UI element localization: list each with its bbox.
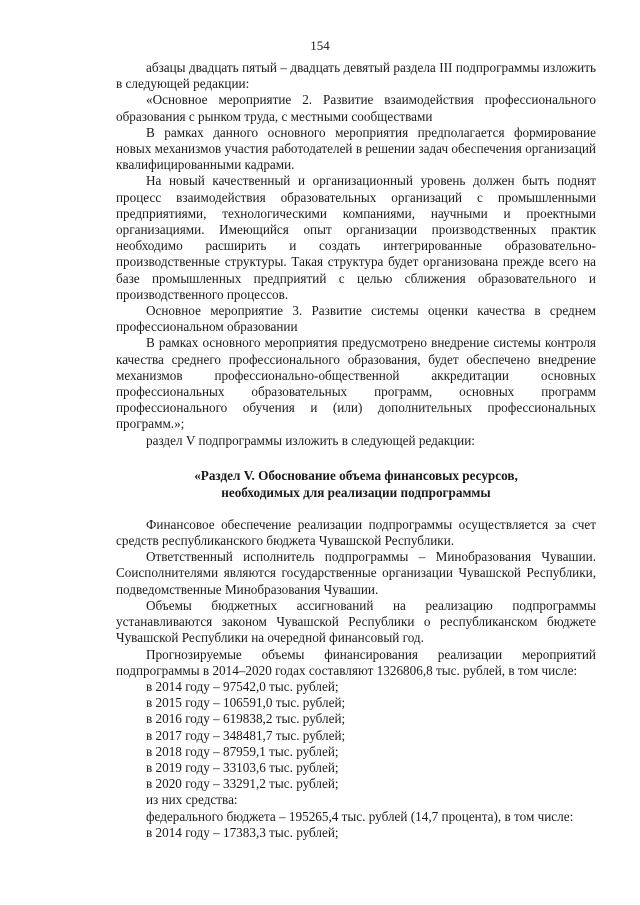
paragraph: В рамках основного мероприятия предусмотрено внедрение системы контроля качества среднего профессионального образования, будет обеспечено внедрение механизмов профессионально-общественной аккредитации основных профессиональных образовательных программ, основных программ профессионального обучения и (или) дополнительных профессиональных программ.»;: [116, 335, 596, 432]
document-body: [116, 60, 596, 841]
funding-line: в 2018 году – 87959,1 тыс. рублей;: [146, 743, 339, 759]
funding-line: в 2014 году – 17383,3 тыс. рублей;: [146, 824, 339, 840]
section-heading-line: необходимых для реализации подпрограммы: [221, 484, 491, 500]
funding-line: из них средства:: [146, 792, 238, 808]
paragraph: Объемы бюджетных ассигнований на реализацию подпрограммы устанавливаются законом Чувашской Республики о республиканском бюджете Чувашской Республики на очередной финансовый год.: [116, 597, 596, 646]
paragraph: Прогнозируемые объемы финансирования реализации мероприятий подпрограммы в 2014–2020 годах составляют 1326806,8 тыс. рублей, в том числе:: [116, 646, 596, 678]
paragraph: абзацы двадцать пятый – двадцать девятый раздела III подпрограммы изложить в следующей редакции:: [116, 60, 596, 92]
funding-line: в 2016 году – 619838,2 тыс. рублей;: [146, 711, 346, 727]
funding-line: в 2019 году – 33103,6 тыс. рублей;: [146, 759, 339, 775]
funding-line: в 2020 году – 33291,2 тыс. рублей;: [146, 776, 339, 792]
paragraph: Финансовое обеспечение реализации подпрограммы осуществляется за счет средств республиканского бюджета Чувашской Республики.: [116, 516, 596, 549]
section-heading-line: «Раздел V. Обоснование объема финансовых ресурсов,: [194, 467, 518, 483]
paragraph: Основное мероприятие 3. Развитие системы оценки качества в среднем профессиональном образовании: [116, 303, 596, 335]
paragraph: раздел V подпрограммы изложить в следующей редакции:: [146, 432, 475, 448]
section-heading: [116, 467, 596, 501]
funding-line: в 2015 году – 106591,0 тыс. рублей;: [146, 695, 346, 711]
paragraph: Ответственный исполнитель подпрограммы – Минобразования Чувашии. Соисполнителями являются государственные организации Чувашской Республики, подведомственные Минобразования Чувашии.: [116, 549, 596, 597]
paragraph: федерального бюджета – 195265,4 тыс. рублей (14,7 процента), в том числе:: [146, 808, 574, 824]
funding-line: в 2014 году – 97542,0 тыс. рублей;: [146, 678, 339, 694]
paragraph: В рамках данного основного мероприятия предполагается формирование новых механизмов участия работодателей в решении задач обеспечения организаций квалифицированными кадрами.: [116, 124, 596, 173]
page-number: 154: [310, 38, 330, 53]
paragraph: «Основное мероприятие 2. Развитие взаимодействия профессионального образования с рынком труда, с местными сообществами: [116, 92, 596, 124]
paragraph: На новый качественный и организационный уровень должен быть поднят процесс взаимодействия образовательных организаций с промышленными предприятиями, технологическими компаниями, научными и проектными организациями. Имеющийся опыт организации производственных практик необходимо расширить и создать интегрированные образовательно-производственные структуры. Такая структура будет организована прежде всего на базе промышленных предприятий с целью сближения образовательного и производственного процессов.: [116, 173, 596, 302]
funding-line: в 2017 году – 348481,7 тыс. рублей;: [146, 727, 346, 743]
